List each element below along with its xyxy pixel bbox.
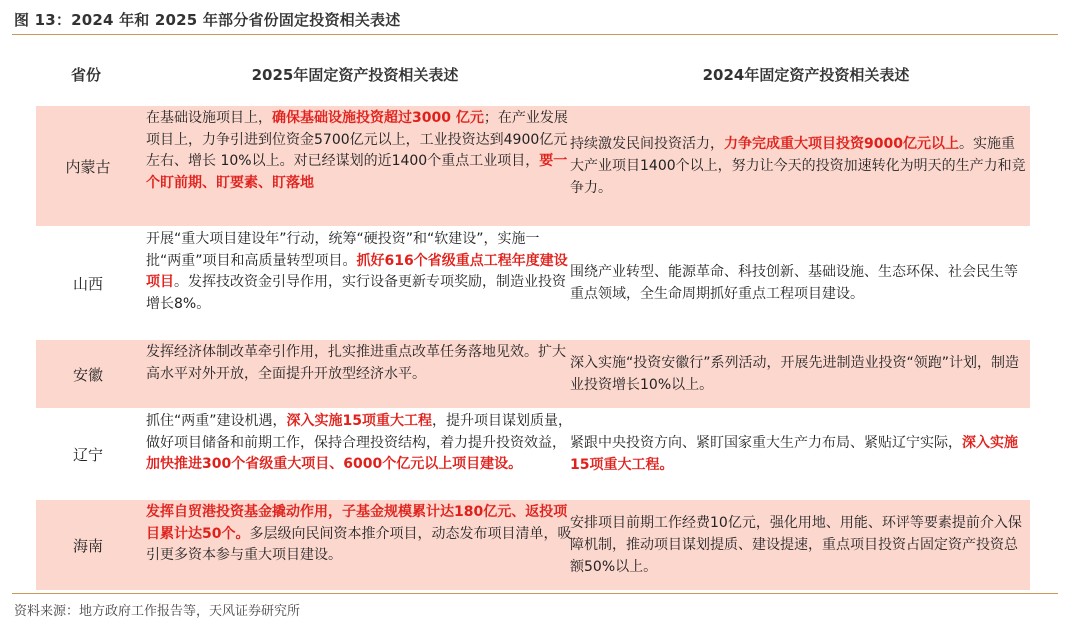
province-cell: 内蒙古 <box>65 157 111 176</box>
cell-2024: 深入实施“投资安徽行”系列活动，开展先进制造业投资“领跑”计划，制造业投资增长10%以上。 <box>570 355 1020 393</box>
table-row <box>36 500 1030 590</box>
table-row <box>36 106 1030 226</box>
cell-2025: 在基础设施项目上，确保基础设施投资超过3000 亿元；在产业发展项目上，力争引进到位资金5700亿元以上，工业投资达到4900亿元左右、增长 10%以上。对已经谋划的近1400个重点工业项目，要一个盯前期、盯要素、盯落地 <box>146 110 568 191</box>
cell-2024: 紧跟中央投资方向、紧盯国家重大生产力布局、紧贴辽宁实际，深入实施15项重大工程。 <box>570 435 1018 473</box>
cell-2024: 安排项目前期工作经费10亿元，强化用地、用能、环评等要素提前介入保障机制，推动项目谋划提质、建设提速，重点项目投资占固定资产投资总额50%以上。 <box>570 515 1022 575</box>
province-cell: 海南 <box>72 536 103 555</box>
header-2025: 2025年固定资产投资相关表述 <box>251 66 459 84</box>
province-cell: 辽宁 <box>72 445 103 464</box>
header-2024: 2024年固定资产投资相关表述 <box>702 66 910 84</box>
source-note: 资料来源：地方政府工作报告等，天风证券研究所 <box>14 604 301 619</box>
bottom-rule <box>12 593 1058 594</box>
cell-2025: 抓住“两重”建设机遇，深入实施15项重大工程，提升项目谋划质量，做好项目储备和前期工作，保持合理投资结构，着力提升投资效益，加快推进300个省级重大项目、6000个亿元以上项目建设。 <box>146 413 572 472</box>
table-header <box>36 56 1036 92</box>
figure-title: 图 13：2024 年和 2025 年部分省份固定投资相关表述 <box>14 11 401 29</box>
province-cell: 山西 <box>72 274 103 293</box>
header-province: 省份 <box>70 66 101 84</box>
table-row <box>36 227 1030 339</box>
table-row <box>36 340 1030 408</box>
table-row <box>36 409 1030 499</box>
cell-2025: 发挥经济体制改革牵引作用，扎实推进重点改革任务落地见效。扩大高水平对外开放，全面提升开放型经济水平。 <box>146 344 566 382</box>
cell-2024: 围绕产业转型、能源革命、科技创新、基础设施、生态环保、社会民生等重点领域，全生命周期抓好重点工程项目建设。 <box>570 264 1018 302</box>
cell-2024: 持续激发民间投资活力，力争完成重大项目投资9000亿元以上。实施重大产业项目1400个以上，努力让今天的投资加速转化为明天的生产力和竞争力。 <box>570 136 1026 196</box>
top-rule <box>12 34 1058 35</box>
cell-2025: 发挥自贸港投资基金撬动作用，子基金规模累计达180亿元、返投项目累计达50个。多层级向民间资本推介项目，动态发布项目清单，吸引更多资本参与重大项目建设。 <box>146 504 572 563</box>
cell-2025: 开展“重大项目建设年”行动，统筹“硬投资”和“软建设”，实施一批“两重”项目和高质量转型项目。抓好616个省级重点工程年度建设项目。发挥技改资金引导作用，实行设备更新专项奖励，制造业投资增长8%。 <box>146 231 568 312</box>
province-cell: 安徽 <box>72 365 103 384</box>
